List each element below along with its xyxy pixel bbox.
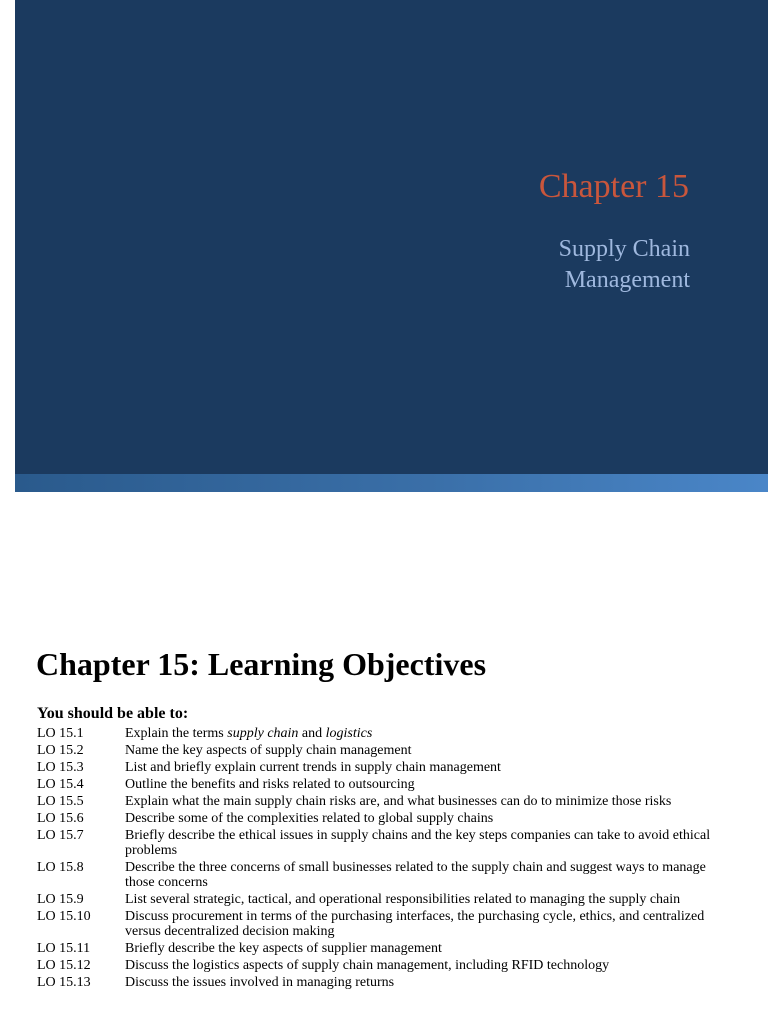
objective-text: List several strategic, tactical, and operational responsibilities related to managing the supply chain [125,892,681,907]
objective-code: LO 15.8 [37,860,84,875]
objective-code: LO 15.1 [37,726,84,741]
learning-objectives-list [37,726,737,992]
objective-text: List and briefly explain current trends in supply chain management [125,760,501,775]
objective-code: LO 15.2 [37,743,84,758]
list-item [37,726,737,741]
objective-code: LO 15.7 [37,828,84,843]
list-item [37,811,737,826]
objective-code: LO 15.5 [37,794,84,809]
chapter-title: Chapter 15 [538,168,689,205]
objective-text: Discuss the logistics aspects of supply chain management, including RFID technology [125,958,610,973]
objective-text: Briefly describe the key aspects of supplier management [125,941,442,956]
subtitle-line-1: Supply Chain [558,236,690,262]
objective-text: Explain the terms supply chain and logistics [125,726,373,741]
list-item [37,860,737,890]
list-item [37,828,737,858]
objective-text: Describe the three concerns of small businesses related to the supply chain and suggest ways to manage those concerns [125,860,706,890]
objective-code: LO 15.13 [37,975,91,990]
list-item [37,941,737,956]
objective-code: LO 15.3 [37,760,84,775]
list-item [37,794,737,809]
objective-code: LO 15.4 [37,777,84,792]
objective-code: LO 15.6 [37,811,84,826]
list-item [37,743,737,758]
objective-text: Briefly describe the ethical issues in supply chains and the key steps companies can take to avoid ethical problems [125,828,711,858]
objective-text: Explain what the main supply chain risks are, and what businesses can do to minimize those risks [125,794,672,809]
objectives-intro: You should be able to: [37,705,189,722]
list-item [37,777,737,792]
chapter-subtitle [559,234,690,296]
list-item [37,975,737,990]
objectives-title: Chapter 15: Learning Objectives [36,646,487,682]
objective-text: Outline the benefits and risks related to outsourcing [125,777,415,792]
objective-code: LO 15.11 [37,941,91,956]
objective-text: Discuss the issues involved in managing returns [125,975,395,990]
objective-code: LO 15.10 [37,909,91,924]
objective-text: Describe some of the complexities related to global supply chains [125,811,494,826]
objective-text: Name the key aspects of supply chain management [125,743,412,758]
subtitle-line-2: Management [564,267,690,293]
objective-code: LO 15.12 [37,958,91,973]
title-slide-accent-band [15,474,768,492]
list-item [37,958,737,973]
objective-code: LO 15.9 [37,892,84,907]
objective-text: Discuss procurement in terms of the purchasing interfaces, the purchasing cycle, ethics, and centralized versus decentralized decision making [125,909,705,939]
list-item [37,892,737,907]
list-item [37,909,737,939]
list-item [37,760,737,775]
